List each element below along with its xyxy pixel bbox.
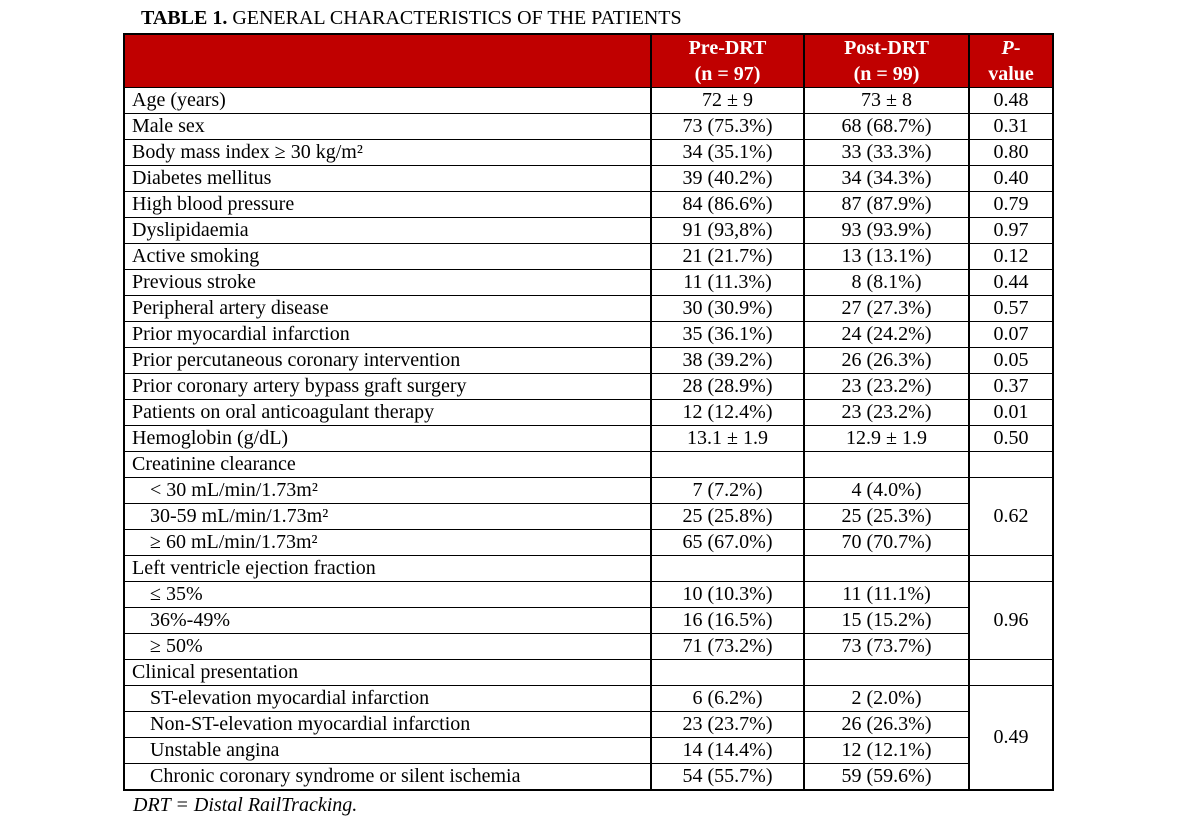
table-row <box>124 504 1053 530</box>
table-row <box>124 686 1053 712</box>
p-value: 0.37 <box>969 374 1053 400</box>
p-value: 0.31 <box>969 114 1053 140</box>
pre-drt-value: 13.1 ± 1.9 <box>651 426 804 452</box>
row-label: Age (years) <box>124 88 651 114</box>
post-drt-value: 68 (68.7%) <box>804 114 969 140</box>
p-value: 0.96 <box>969 582 1053 660</box>
table-row <box>124 270 1053 296</box>
table-row <box>124 400 1053 426</box>
post-drt-value <box>804 660 969 686</box>
post-drt-value: 73 (73.7%) <box>804 634 969 660</box>
table-row <box>124 88 1053 114</box>
row-label: Peripheral artery disease <box>124 296 651 322</box>
row-label: Body mass index ≥ 30 kg/m² <box>124 140 651 166</box>
row-label: 30-59 mL/min/1.73m² <box>124 504 651 530</box>
row-label: Dyslipidaemia <box>124 218 651 244</box>
post-drt-value: 11 (11.1%) <box>804 582 969 608</box>
row-label: ≤ 35% <box>124 582 651 608</box>
row-label: Clinical presentation <box>124 660 651 686</box>
header-pre-drt-line1: Pre-DRT <box>688 37 767 59</box>
table-row <box>124 192 1053 218</box>
pre-drt-value: 16 (16.5%) <box>651 608 804 634</box>
post-drt-value: 4 (4.0%) <box>804 478 969 504</box>
header-row <box>124 34 1053 88</box>
pre-drt-value: 84 (86.6%) <box>651 192 804 218</box>
p-value <box>969 660 1053 686</box>
post-drt-value: 26 (26.3%) <box>804 712 969 738</box>
row-label: Unstable angina <box>124 738 651 764</box>
header-p-italic: P <box>1001 37 1014 59</box>
header-post-drt-line2: (n = 99) <box>853 63 920 85</box>
row-label: ≥ 50% <box>124 634 651 660</box>
row-label: Prior percutaneous coronary intervention <box>124 348 651 374</box>
p-value: 0.05 <box>969 348 1053 374</box>
pre-drt-value: 14 (14.4%) <box>651 738 804 764</box>
p-value: 0.50 <box>969 426 1053 452</box>
table-row <box>124 348 1053 374</box>
post-drt-value: 15 (15.2%) <box>804 608 969 634</box>
post-drt-value: 93 (93.9%) <box>804 218 969 244</box>
row-label: Chronic coronary syndrome or silent ischemia <box>124 764 651 791</box>
p-value: 0.49 <box>969 686 1053 791</box>
table-row <box>124 218 1053 244</box>
post-drt-value: 13 (13.1%) <box>804 244 969 270</box>
table-row <box>124 166 1053 192</box>
pre-drt-value: 73 (75.3%) <box>651 114 804 140</box>
header-p-value-line1 <box>970 35 1052 61</box>
header-p-value-line2: value <box>988 63 1034 85</box>
pre-drt-value: 10 (10.3%) <box>651 582 804 608</box>
row-label: Diabetes mellitus <box>124 166 651 192</box>
pre-drt-value: 65 (67.0%) <box>651 530 804 556</box>
pre-drt-value: 35 (36.1%) <box>651 322 804 348</box>
post-drt-value <box>804 556 969 582</box>
post-drt-value: 24 (24.2%) <box>804 322 969 348</box>
p-value: 0.40 <box>969 166 1053 192</box>
pre-drt-value <box>651 452 804 478</box>
p-value: 0.12 <box>969 244 1053 270</box>
p-value: 0.97 <box>969 218 1053 244</box>
header-post-drt <box>804 34 969 88</box>
pre-drt-value: 72 ± 9 <box>651 88 804 114</box>
table-footnote: DRT = Distal RailTracking. <box>133 794 358 816</box>
row-label: Male sex <box>124 114 651 140</box>
pre-drt-value: 39 (40.2%) <box>651 166 804 192</box>
pre-drt-value: 7 (7.2%) <box>651 478 804 504</box>
row-label: Hemoglobin (g/dL) <box>124 426 651 452</box>
post-drt-value: 59 (59.6%) <box>804 764 969 791</box>
p-value: 0.48 <box>969 88 1053 114</box>
pre-drt-value: 34 (35.1%) <box>651 140 804 166</box>
table-row <box>124 634 1053 660</box>
pre-drt-value: 91 (93,8%) <box>651 218 804 244</box>
post-drt-value: 25 (25.3%) <box>804 504 969 530</box>
table-title <box>141 7 682 30</box>
pre-drt-value: 71 (73.2%) <box>651 634 804 660</box>
table-title-text: GENERAL CHARACTERISTICS OF THE PATIENTS <box>227 7 682 29</box>
pre-drt-value: 21 (21.7%) <box>651 244 804 270</box>
pre-drt-value: 23 (23.7%) <box>651 712 804 738</box>
row-label: Previous stroke <box>124 270 651 296</box>
pre-drt-value <box>651 556 804 582</box>
post-drt-value: 23 (23.2%) <box>804 400 969 426</box>
post-drt-value: 12.9 ± 1.9 <box>804 426 969 452</box>
pre-drt-value: 38 (39.2%) <box>651 348 804 374</box>
post-drt-value: 23 (23.2%) <box>804 374 969 400</box>
pre-drt-value: 11 (11.3%) <box>651 270 804 296</box>
pre-drt-value: 12 (12.4%) <box>651 400 804 426</box>
table-row <box>124 712 1053 738</box>
table-row <box>124 296 1053 322</box>
table-row <box>124 530 1053 556</box>
post-drt-value: 33 (33.3%) <box>804 140 969 166</box>
group-header-row <box>124 452 1053 478</box>
table-row <box>124 764 1053 791</box>
table-row <box>124 322 1053 348</box>
header-empty-cell <box>124 34 651 88</box>
row-label: Active smoking <box>124 244 651 270</box>
table-row <box>124 114 1053 140</box>
table-row <box>124 140 1053 166</box>
post-drt-value: 34 (34.3%) <box>804 166 969 192</box>
p-value: 0.57 <box>969 296 1053 322</box>
row-label: ST-elevation myocardial infarction <box>124 686 651 712</box>
row-label: ≥ 60 mL/min/1.73m² <box>124 530 651 556</box>
table-header <box>124 34 1053 88</box>
post-drt-value: 12 (12.1%) <box>804 738 969 764</box>
pre-drt-value <box>651 660 804 686</box>
row-label: Prior coronary artery bypass graft surgery <box>124 374 651 400</box>
p-value: 0.44 <box>969 270 1053 296</box>
table-body <box>124 88 1053 791</box>
header-post-drt-line1: Post-DRT <box>844 37 929 59</box>
row-label: Patients on oral anticoagulant therapy <box>124 400 651 426</box>
p-value: 0.80 <box>969 140 1053 166</box>
p-value: 0.79 <box>969 192 1053 218</box>
table-row <box>124 426 1053 452</box>
post-drt-value: 26 (26.3%) <box>804 348 969 374</box>
table-row <box>124 478 1053 504</box>
row-label: Left ventricle ejection fraction <box>124 556 651 582</box>
pre-drt-value: 28 (28.9%) <box>651 374 804 400</box>
pre-drt-value: 25 (25.8%) <box>651 504 804 530</box>
group-header-row <box>124 660 1053 686</box>
table-row <box>124 374 1053 400</box>
table-row <box>124 608 1053 634</box>
row-label: High blood pressure <box>124 192 651 218</box>
p-value <box>969 556 1053 582</box>
header-p-value <box>969 34 1053 88</box>
post-drt-value: 87 (87.9%) <box>804 192 969 218</box>
table-row <box>124 738 1053 764</box>
header-pre-drt-line2: (n = 97) <box>694 63 761 85</box>
row-label: Non-ST-elevation myocardial infarction <box>124 712 651 738</box>
row-label: Prior myocardial infarction <box>124 322 651 348</box>
row-label: 36%-49% <box>124 608 651 634</box>
post-drt-value: 73 ± 8 <box>804 88 969 114</box>
p-value: 0.62 <box>969 478 1053 556</box>
row-label: < 30 mL/min/1.73m² <box>124 478 651 504</box>
post-drt-value: 8 (8.1%) <box>804 270 969 296</box>
patient-characteristics-table <box>123 33 1054 791</box>
header-pre-drt <box>651 34 804 88</box>
group-header-row <box>124 556 1053 582</box>
header-p-dash: - <box>1013 37 1021 59</box>
post-drt-value: 27 (27.3%) <box>804 296 969 322</box>
p-value <box>969 452 1053 478</box>
row-label: Creatinine clearance <box>124 452 651 478</box>
p-value: 0.07 <box>969 322 1053 348</box>
table-row <box>124 244 1053 270</box>
pre-drt-value: 30 (30.9%) <box>651 296 804 322</box>
table-row <box>124 582 1053 608</box>
post-drt-value: 70 (70.7%) <box>804 530 969 556</box>
table-title-number: TABLE 1. <box>141 7 228 29</box>
pre-drt-value: 6 (6.2%) <box>651 686 804 712</box>
post-drt-value: 2 (2.0%) <box>804 686 969 712</box>
post-drt-value <box>804 452 969 478</box>
pre-drt-value: 54 (55.7%) <box>651 764 804 791</box>
p-value: 0.01 <box>969 400 1053 426</box>
